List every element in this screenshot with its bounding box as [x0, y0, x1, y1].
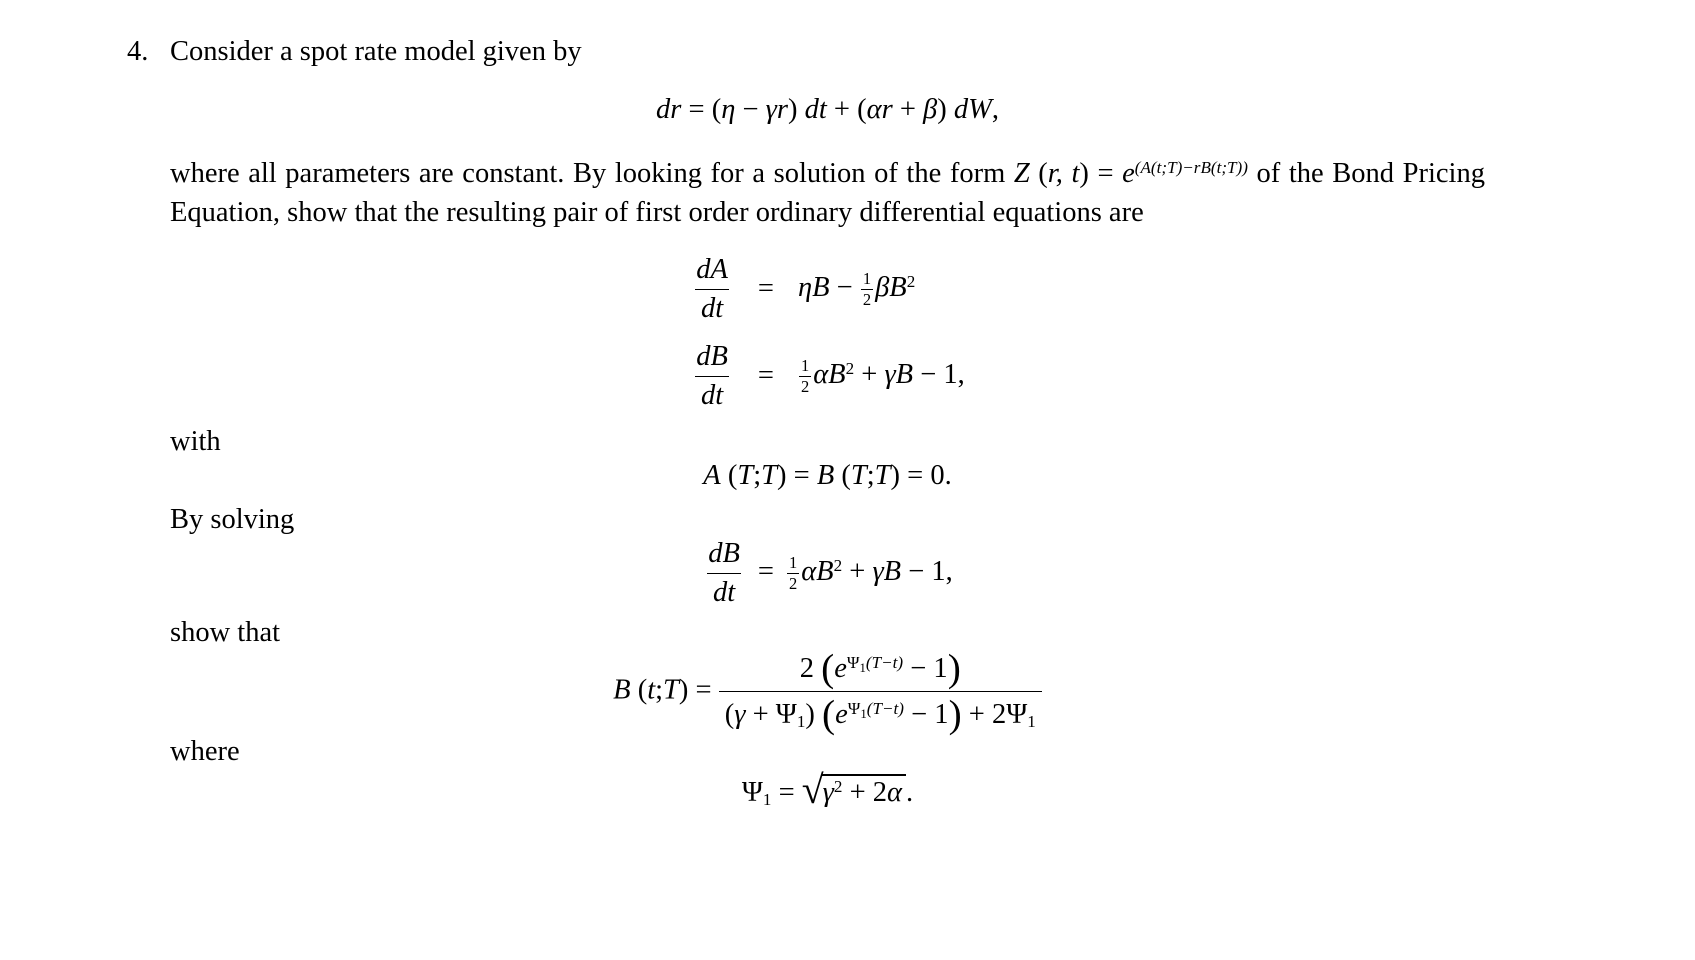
math-token: γB [872, 555, 902, 587]
math-token: ; [753, 459, 762, 491]
math-token: Z [1013, 158, 1030, 189]
fraction-numerator: 1 [788, 552, 798, 572]
math-token: ) = 0. [890, 459, 952, 491]
superscript: 2 [833, 777, 843, 797]
problem-intro: Consider a spot rate model given by [170, 36, 582, 67]
fraction-denominator: dt [707, 573, 741, 609]
math-token: + ( [826, 94, 867, 125]
math-token: + [892, 94, 924, 125]
math-token: η [721, 94, 736, 125]
math-token: αr [866, 94, 893, 125]
fraction [690, 341, 734, 412]
math-token: (T−t) [866, 699, 904, 719]
math-token: αB [801, 555, 834, 587]
math-token: γr [765, 94, 788, 125]
math-token: = ( [681, 94, 722, 125]
math-token: − 1 [903, 652, 948, 684]
math-token: dt [804, 94, 827, 125]
psi-definition-equation [170, 768, 1485, 810]
ode-B-repeat-equation [170, 538, 1485, 609]
math-token: Ψ [846, 652, 860, 672]
math-token: dW [953, 94, 992, 125]
math-token: e [835, 698, 848, 730]
math-token: βB [875, 272, 907, 304]
math-token: T [737, 459, 754, 491]
problem-paragraph [170, 154, 1485, 232]
math-token: t [647, 673, 656, 705]
model-equation [170, 94, 1485, 126]
math-token: T [874, 459, 891, 491]
math-token: + [745, 698, 776, 730]
problem-body [170, 94, 1485, 810]
equals-sign: = [757, 273, 774, 305]
radical-sign: √ [801, 766, 824, 812]
half-fraction [861, 270, 873, 309]
math-token: ) [937, 94, 954, 125]
math-token: ; [655, 673, 664, 705]
fraction-numerator: dB [708, 537, 740, 569]
problem-number: 4. [127, 36, 149, 67]
fraction [690, 254, 734, 325]
problem-block [127, 36, 1485, 810]
half-fraction [787, 554, 799, 593]
math-token: ; [866, 459, 875, 491]
math-token: − [735, 94, 766, 125]
math-token: 1, [931, 555, 953, 587]
math-token: e [834, 652, 847, 684]
by-solving-label: By solving [170, 503, 295, 535]
superscript [846, 652, 904, 675]
math-token: T [663, 673, 679, 705]
math-token: ( [834, 459, 851, 491]
math-token: β [923, 94, 938, 125]
subscript: 1 [762, 789, 772, 809]
math-token: + [842, 555, 873, 587]
paragraph-text: where all parameters are constant. By looking for a solution of the form [170, 158, 1014, 189]
with-label: with [170, 425, 221, 457]
math-token: , [991, 94, 999, 125]
subscript: 1 [1027, 711, 1036, 731]
open-paren: ( [821, 645, 835, 690]
problem-head [127, 36, 1485, 68]
fraction-numerator: dA [696, 254, 728, 286]
math-token: + 2 [842, 777, 888, 809]
ode-A-rhs [798, 270, 915, 309]
math-token: T [850, 459, 867, 491]
fraction [702, 538, 746, 609]
math-token: Ψ [775, 698, 797, 730]
math-token: ( [720, 459, 738, 491]
subscript: 1 [859, 660, 866, 675]
math-token: A [703, 459, 721, 491]
fraction-denominator: dt [695, 289, 729, 325]
math-token: ) = [1079, 158, 1123, 189]
B-solution-equation [170, 645, 1485, 736]
open-paren: ( [822, 691, 836, 736]
fraction-numerator [794, 645, 967, 691]
math-token: B [816, 459, 835, 491]
fraction-numerator: 1 [862, 269, 872, 289]
show-that-label: show that [170, 616, 281, 648]
boundary-condition-equation [170, 460, 1485, 492]
math-token: B [613, 673, 631, 705]
exponent: (A(t;T)−rB(t;T)) [1134, 158, 1248, 178]
math-token: − [913, 358, 944, 390]
subscript: 1 [860, 706, 867, 721]
math-token: − [829, 272, 860, 304]
math-token: ) [788, 94, 805, 125]
math-token: − 1 [903, 698, 949, 730]
math-token: e [1122, 158, 1135, 189]
half-fraction [799, 357, 811, 396]
math-token: ( [1029, 158, 1048, 189]
fraction-denominator: 2 [862, 289, 872, 309]
equals-sign: = [771, 777, 802, 809]
ode-system [170, 254, 1485, 412]
fraction-numerator: 1 [800, 355, 810, 375]
ode-B-lhs [690, 341, 734, 412]
ode-B-rhs [798, 357, 965, 396]
open-paren: ( [724, 698, 735, 730]
equals-sign: = [757, 555, 774, 587]
math-token: 1, [943, 358, 965, 390]
fraction-denominator: 2 [800, 376, 810, 396]
math-token: γ [734, 698, 746, 730]
math-token: ) = [678, 673, 719, 705]
close-paren: ) [948, 691, 962, 736]
fraction-denominator: 2 [788, 573, 798, 593]
math-token: ( [630, 673, 648, 705]
math-token: ηB [797, 272, 830, 304]
math-token: Ψ [847, 699, 861, 719]
radicand [822, 774, 906, 809]
math-token: + 2 [961, 698, 1007, 730]
fraction-numerator: dB [696, 340, 728, 372]
math-token: − [901, 555, 932, 587]
math-token: γ [822, 777, 834, 809]
math-token: dr [656, 94, 682, 125]
equals-sign: = [757, 360, 774, 392]
ode-A-lhs [690, 254, 734, 325]
subscript: 1 [796, 711, 806, 731]
close-paren: ) [947, 645, 961, 690]
close-paren: ) [805, 698, 822, 730]
superscript [847, 699, 904, 721]
math-token: ) = [776, 459, 817, 491]
math-token: αB [813, 358, 846, 390]
math-token: Ψ [741, 777, 763, 809]
math-token: α [887, 777, 902, 809]
fraction-denominator [719, 691, 1042, 734]
math-token: r, t [1047, 158, 1080, 189]
math-token: T [761, 459, 777, 491]
superscript: 2 [906, 272, 916, 292]
math-token: γB [884, 358, 914, 390]
fraction [719, 645, 1042, 736]
superscript: 2 [833, 555, 843, 575]
fraction-denominator: dt [695, 376, 729, 412]
math-token: Ψ [1006, 698, 1028, 730]
where-label: where [170, 736, 240, 768]
paragraph-text: of the Bond Pricing Equation, show that the resulting pair of first order ordinary differential equations are [170, 158, 1485, 229]
math-token: (T−t) [865, 652, 904, 672]
superscript: 2 [845, 358, 855, 378]
math-token: 2 [799, 652, 822, 684]
math-token: + [854, 358, 885, 390]
math-token: . [906, 777, 914, 809]
